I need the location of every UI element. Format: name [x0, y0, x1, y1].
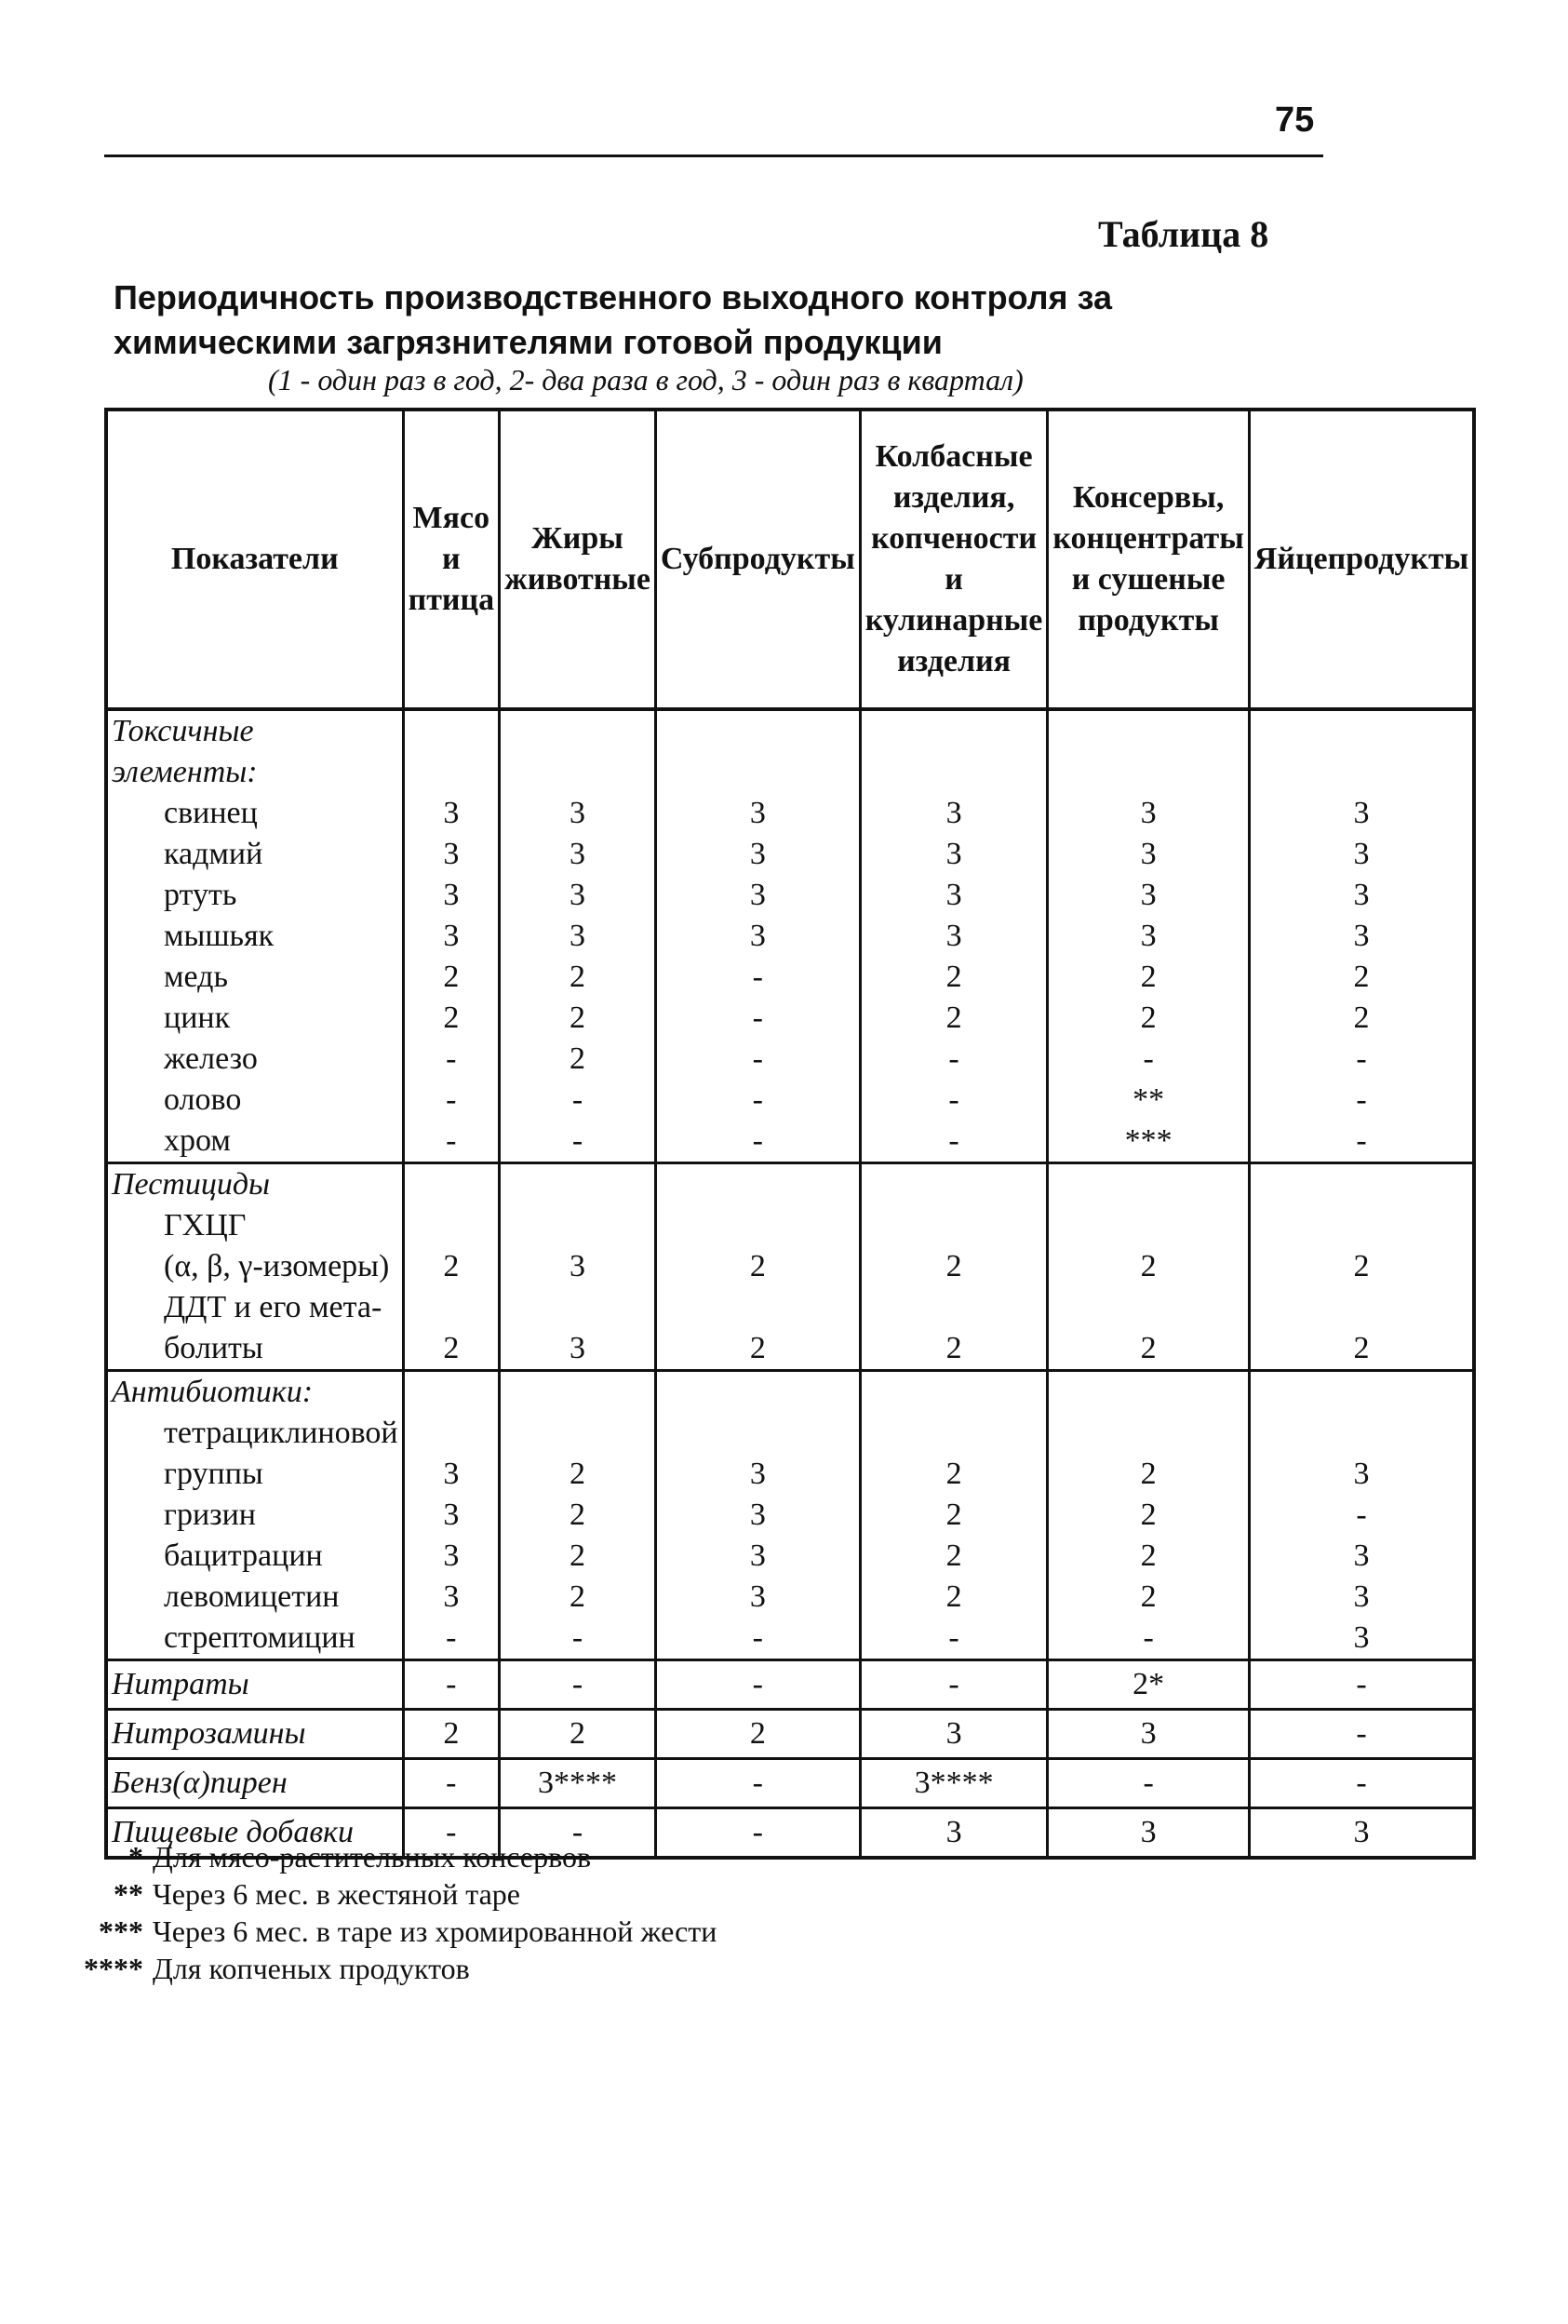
empty-cell	[860, 1371, 1048, 1414]
empty-cell	[1048, 709, 1249, 793]
frequency-cell: -	[403, 1618, 499, 1660]
frequency-cell: 3	[1048, 793, 1249, 834]
frequency-cell: 3	[1048, 916, 1249, 957]
empty-cell	[1249, 709, 1474, 793]
frequency-cell: -	[500, 1618, 656, 1660]
frequency-cell: -	[403, 1808, 499, 1859]
frequency-cell: 3	[403, 1454, 499, 1495]
page-number: 75	[1275, 101, 1315, 140]
frequency-cell: 3	[1249, 1808, 1474, 1859]
frequency-cell: -	[655, 1618, 860, 1660]
frequency-cell: 2	[1048, 1536, 1249, 1577]
frequency-cell: 2	[1249, 957, 1474, 998]
table-row	[106, 793, 1474, 834]
table-row	[106, 957, 1474, 998]
frequency-cell: 3	[655, 916, 860, 957]
frequency-cell: 3	[1249, 1618, 1474, 1660]
frequency-cell: 3	[1249, 793, 1474, 834]
frequency-cell: -	[1048, 1618, 1249, 1660]
indicator-name: кадмий	[106, 834, 403, 875]
frequency-cell	[403, 1205, 499, 1246]
frequency-cell	[1048, 1413, 1249, 1454]
header-fats: Жиры животные	[500, 410, 656, 709]
frequency-cell: 3	[500, 834, 656, 875]
frequency-cell: 3	[655, 834, 860, 875]
indicator-name: тетрациклиновой	[106, 1413, 403, 1454]
frequency-cell: -	[1048, 1039, 1249, 1080]
frequency-cell: 2	[1048, 1328, 1249, 1371]
indicator-name: Бенз(α)пирен	[106, 1759, 403, 1808]
frequency-cell: 2	[500, 1454, 656, 1495]
table-row	[106, 1080, 1474, 1121]
section-title-row	[106, 709, 1474, 793]
frequency-cell	[500, 1205, 656, 1246]
frequency-cell: 3	[403, 875, 499, 916]
frequency-cell: 3	[1249, 1536, 1474, 1577]
table-row	[106, 1536, 1474, 1577]
frequency-cell: ***	[1048, 1121, 1249, 1163]
empty-cell	[860, 1163, 1048, 1206]
frequency-cell	[655, 1205, 860, 1246]
header-sausages: Колбасные изделия, копчености и кулинарные изделия	[860, 410, 1048, 709]
frequency-cell: 2	[403, 1328, 499, 1371]
frequency-cell	[655, 1413, 860, 1454]
frequency-cell: 2	[860, 1246, 1048, 1287]
frequency-cell: 3	[1249, 1454, 1474, 1495]
table-body	[106, 709, 1474, 1858]
frequency-cell: 2	[403, 957, 499, 998]
frequency-cell: 2	[403, 1710, 499, 1759]
frequency-cell: 2	[500, 1710, 656, 1759]
frequency-cell: 3	[1249, 875, 1474, 916]
frequency-cell: -	[500, 1808, 656, 1859]
section-title-row	[106, 1163, 1474, 1206]
frequency-cell: 3	[1048, 1808, 1249, 1859]
indicator-name: ГХЦГ	[106, 1205, 403, 1246]
indicator-name: олово	[106, 1080, 403, 1121]
frequency-cell: 2	[655, 1710, 860, 1759]
frequency-cell: 2	[1048, 1454, 1249, 1495]
control-frequency-table	[104, 408, 1476, 1860]
frequency-cell: 2	[1048, 957, 1249, 998]
header-egg: Яйцепродукты	[1249, 410, 1474, 709]
frequency-cell: 2	[500, 957, 656, 998]
frequency-cell: 3	[655, 1536, 860, 1577]
empty-cell	[403, 1371, 499, 1414]
table-title: Периодичность производственного выходного контроля за химическими загрязнителями готовой продукции	[114, 278, 1113, 361]
frequency-cell: -	[403, 1660, 499, 1710]
frequency-cell: 2	[860, 1577, 1048, 1618]
frequency-cell	[655, 1287, 860, 1328]
frequency-cell: -	[655, 998, 860, 1039]
frequency-cell: 3	[1048, 834, 1249, 875]
frequency-cell: -	[403, 1080, 499, 1121]
table-row	[106, 998, 1474, 1039]
empty-cell	[655, 1371, 860, 1414]
frequency-cell: 3****	[860, 1759, 1048, 1808]
frequency-cell: -	[1249, 1710, 1474, 1759]
empty-cell	[500, 1371, 656, 1414]
empty-cell	[1048, 1371, 1249, 1414]
frequency-cell: -	[655, 1660, 860, 1710]
table-row	[106, 1495, 1474, 1536]
empty-cell	[500, 709, 656, 793]
footnote-text: Для копченых продуктов	[153, 1952, 470, 1985]
frequency-cell: -	[403, 1759, 499, 1808]
frequency-cell: 2*	[1048, 1660, 1249, 1710]
footnote-text: Для мясо-растительных консервов	[153, 1840, 592, 1874]
frequency-cell: 3	[403, 916, 499, 957]
header-rule	[104, 154, 1323, 157]
indicator-name: Нитраты	[106, 1660, 403, 1710]
frequency-cell: 2	[1048, 1577, 1249, 1618]
empty-cell	[500, 1163, 656, 1206]
frequency-cell: 2	[860, 998, 1048, 1039]
frequency-cell: 3	[500, 1246, 656, 1287]
footnote-mark: *	[128, 1840, 143, 1874]
table-label: Таблица 8	[1098, 213, 1269, 255]
frequency-cell: 3	[860, 1808, 1048, 1859]
frequency-cell: 3	[655, 1577, 860, 1618]
section-title: Антибиотики:	[106, 1371, 403, 1414]
frequency-cell: -	[403, 1039, 499, 1080]
frequency-cell: 2	[500, 1039, 656, 1080]
frequency-cell: 3	[860, 916, 1048, 957]
table-row	[106, 916, 1474, 957]
frequency-cell: 3	[1249, 834, 1474, 875]
frequency-cell: -	[1249, 1080, 1474, 1121]
table-row	[106, 1454, 1474, 1495]
frequency-cell: 3	[860, 1710, 1048, 1759]
empty-cell	[655, 1163, 860, 1206]
header-row	[106, 410, 1474, 709]
table-row	[106, 1413, 1474, 1454]
frequency-cell: -	[500, 1121, 656, 1163]
frequency-cell: -	[655, 1121, 860, 1163]
empty-cell	[403, 1163, 499, 1206]
footnote	[74, 1875, 520, 1913]
frequency-cell	[500, 1413, 656, 1454]
indicator-name: мышьяк	[106, 916, 403, 957]
section-title: Пестициды	[106, 1163, 403, 1206]
frequency-cell: 2	[860, 1328, 1048, 1371]
frequency-cell	[860, 1205, 1048, 1246]
table-row	[106, 1246, 1474, 1287]
footnote-text: Через 6 мес. в жестяной таре	[153, 1877, 520, 1911]
frequency-cell: 3	[1249, 1577, 1474, 1618]
frequency-cell	[860, 1287, 1048, 1328]
indicator-name: ртуть	[106, 875, 403, 916]
frequency-cell: 3	[1249, 916, 1474, 957]
indicator-name: болиты	[106, 1328, 403, 1371]
indicator-name: левомицетин	[106, 1577, 403, 1618]
frequency-cell: 2	[403, 1246, 499, 1287]
frequency-cell: -	[1048, 1759, 1249, 1808]
table-row	[106, 1205, 1474, 1246]
frequency-cell: 2	[860, 1536, 1048, 1577]
frequency-cell: 3	[655, 1495, 860, 1536]
frequency-cell: 2	[655, 1246, 860, 1287]
frequency-cell: -	[860, 1660, 1048, 1710]
indicator-name: бацитрацин	[106, 1536, 403, 1577]
table-row	[106, 834, 1474, 875]
frequency-cell	[403, 1413, 499, 1454]
frequency-cell: 3	[500, 875, 656, 916]
footnote-mark: **	[114, 1877, 143, 1911]
frequency-cell: -	[403, 1121, 499, 1163]
footnote	[74, 1838, 591, 1875]
frequency-cell: 3	[403, 1495, 499, 1536]
footnote-mark: ****	[84, 1952, 143, 1985]
header-meat: Мясо и птица	[403, 410, 499, 709]
table-row	[106, 1121, 1474, 1163]
indicator-name: стрептомицин	[106, 1618, 403, 1660]
frequency-cell	[1249, 1205, 1474, 1246]
frequency-cell	[1249, 1287, 1474, 1328]
frequency-cell	[500, 1287, 656, 1328]
frequency-cell: 3	[1048, 875, 1249, 916]
frequency-cell: 3	[655, 1454, 860, 1495]
indicator-name: Пищевые добавки	[106, 1808, 403, 1859]
frequency-cell: 2	[860, 1454, 1048, 1495]
frequency-cell: **	[1048, 1080, 1249, 1121]
table-row	[106, 1618, 1474, 1660]
frequency-cell: 3	[655, 793, 860, 834]
frequency-cell: 3	[1048, 1710, 1249, 1759]
frequency-cell: 3	[655, 875, 860, 916]
frequency-cell: 2	[860, 957, 1048, 998]
table-row	[106, 1759, 1474, 1808]
indicator-name: Нитрозамины	[106, 1710, 403, 1759]
indicator-name: железо	[106, 1039, 403, 1080]
indicator-name: цинк	[106, 998, 403, 1039]
footnote	[74, 1950, 470, 1987]
frequency-cell: -	[860, 1121, 1048, 1163]
frequency-cell: 3	[403, 834, 499, 875]
frequency-cell	[403, 1287, 499, 1328]
indicator-name: медь	[106, 957, 403, 998]
frequency-cell	[1048, 1205, 1249, 1246]
header-canned: Консервы, концентраты и сушеные продукты	[1048, 410, 1249, 709]
frequency-cell: 2	[655, 1328, 860, 1371]
frequency-cell: 2	[403, 998, 499, 1039]
table-row	[106, 1287, 1474, 1328]
frequency-cell: 2	[1249, 998, 1474, 1039]
frequency-cell: 2	[1249, 1246, 1474, 1287]
header-offal: Субпродукты	[655, 410, 860, 709]
frequency-cell: 2	[1249, 1328, 1474, 1371]
frequency-cell	[860, 1413, 1048, 1454]
table-row	[106, 1710, 1474, 1759]
frequency-cell: 2	[500, 1495, 656, 1536]
frequency-cell: 3	[860, 793, 1048, 834]
empty-cell	[1249, 1371, 1474, 1414]
indicator-name: (α, β, γ-изомеры)	[106, 1246, 403, 1287]
frequency-cell: -	[500, 1080, 656, 1121]
empty-cell	[1249, 1163, 1474, 1206]
frequency-cell: 3	[403, 1577, 499, 1618]
frequency-cell: 2	[500, 998, 656, 1039]
frequency-cell: 2	[1048, 1246, 1249, 1287]
frequency-cell: -	[860, 1080, 1048, 1121]
frequency-cell: 2	[1048, 998, 1249, 1039]
frequency-cell: 3	[500, 793, 656, 834]
frequency-cell: -	[500, 1660, 656, 1710]
section-title-row	[106, 1371, 1474, 1414]
frequency-cell: -	[860, 1618, 1048, 1660]
frequency-cell: -	[1249, 1495, 1474, 1536]
indicator-name: ДДТ и его мета-	[106, 1287, 403, 1328]
frequency-cell: 2	[860, 1495, 1048, 1536]
frequency-cell	[1048, 1287, 1249, 1328]
table-row	[106, 1577, 1474, 1618]
header-indicator: Показатели	[106, 410, 403, 709]
frequency-cell: 3	[500, 916, 656, 957]
table-row	[106, 1660, 1474, 1710]
frequency-cell: -	[655, 1039, 860, 1080]
frequency-cell: -	[1249, 1039, 1474, 1080]
frequency-cell: 3	[500, 1328, 656, 1371]
frequency-cell: 3	[403, 793, 499, 834]
frequency-cell: 2	[1048, 1495, 1249, 1536]
frequency-cell: -	[655, 957, 860, 998]
footnote-mark: ***	[99, 1914, 143, 1948]
frequency-cell: 3	[860, 834, 1048, 875]
table-subtitle: (1 - один раз в год, 2- два раза в год, 3 - один раз в квартал)	[268, 363, 1024, 396]
empty-cell	[1048, 1163, 1249, 1206]
footnote-text: Через 6 мес. в таре из хромированной жести	[153, 1914, 717, 1948]
empty-cell	[655, 709, 860, 793]
frequency-cell: -	[860, 1039, 1048, 1080]
frequency-cell: 3****	[500, 1759, 656, 1808]
frequency-cell	[1249, 1413, 1474, 1454]
section-title: Токсичные элементы:	[106, 709, 403, 793]
footnote	[74, 1913, 717, 1950]
indicator-name: гризин	[106, 1495, 403, 1536]
frequency-cell: -	[1249, 1759, 1474, 1808]
frequency-cell: -	[655, 1808, 860, 1859]
frequency-cell: -	[1249, 1660, 1474, 1710]
frequency-cell: -	[655, 1759, 860, 1808]
table-row	[106, 1328, 1474, 1371]
frequency-cell: 2	[500, 1577, 656, 1618]
empty-cell	[403, 709, 499, 793]
frequency-cell: 3	[403, 1536, 499, 1577]
frequency-cell: 2	[500, 1536, 656, 1577]
empty-cell	[860, 709, 1048, 793]
frequency-cell: -	[1249, 1121, 1474, 1163]
table-row	[106, 875, 1474, 916]
indicator-name: группы	[106, 1454, 403, 1495]
frequency-cell: 3	[860, 875, 1048, 916]
indicator-name: свинец	[106, 793, 403, 834]
table-row	[106, 1039, 1474, 1080]
indicator-name: хром	[106, 1121, 403, 1163]
frequency-cell: -	[655, 1080, 860, 1121]
